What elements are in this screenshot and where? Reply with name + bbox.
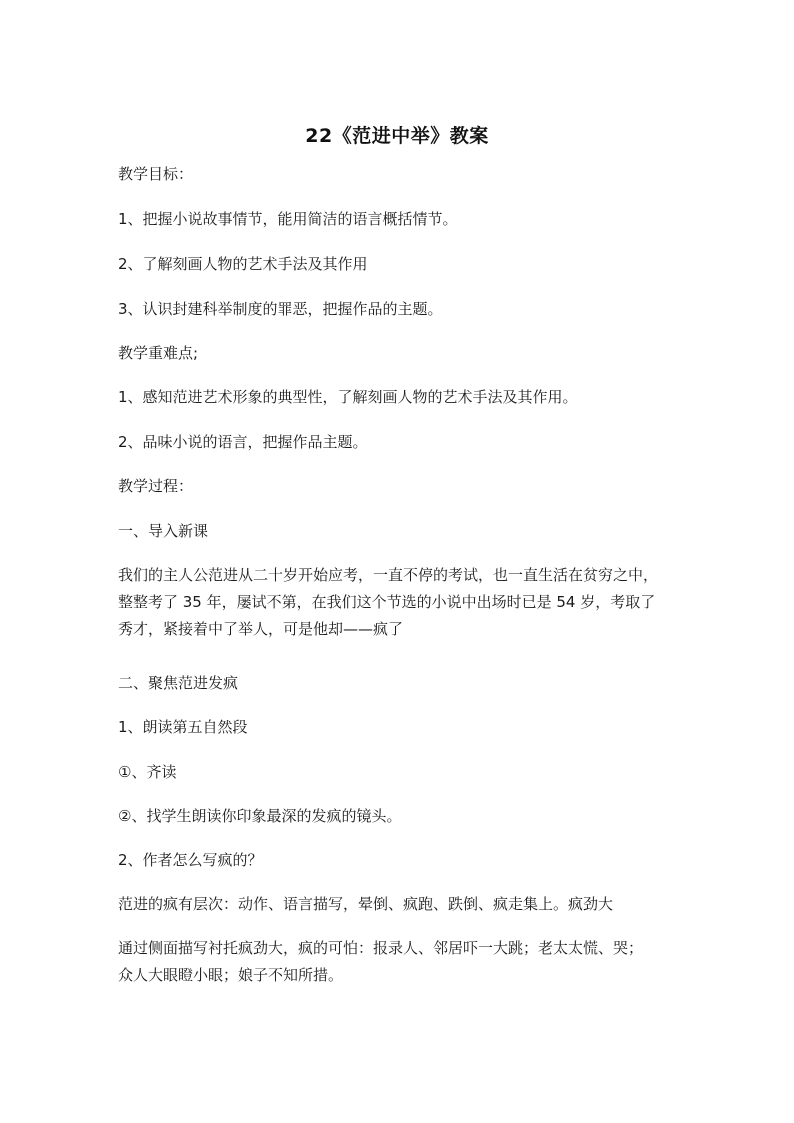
intro-line-2: 整整考了 35 年，屡试不第，在我们这个节选的小说中出场时已是 54 岁，考取了 (118, 593, 656, 611)
document-title: 22《范进中举》教案 (305, 125, 489, 147)
goals-heading: 教学目标： (118, 165, 194, 183)
section-2-heading: 二、聚焦范进发疯 (118, 674, 239, 692)
key-point-1: 1、感知范进艺术形象的典型性，了解刻画人物的艺术手法及其作用。 (118, 388, 578, 406)
step-2: 2、作者怎么写疯的？ (118, 851, 263, 869)
analysis-2 (118, 935, 678, 989)
intro-line-1: 我们的主人公范进从二十岁开始应考，一直不停的考试，也一直生活在贫穷之中， (118, 566, 659, 584)
goal-item-2: 2、了解刻画人物的艺术手法及其作用 (118, 255, 368, 273)
analysis-2-line-1: 通过侧面描写衬托疯劲大，疯的可怕：报录人、邻居吓一大跳；老太太慌、哭； (118, 939, 644, 957)
key-point-2: 2、品味小说的语言，把握作品主题。 (118, 433, 368, 451)
step-1-b: ②、找学生朗读你印象最深的发疯的镜头。 (118, 807, 402, 825)
intro-paragraph (118, 562, 678, 643)
goal-item-1: 1、把握小说故事情节，能用简洁的语言概括情节。 (118, 210, 458, 228)
goal-item-3: 3、认识封建科举制度的罪恶，把握作品的主题。 (118, 300, 443, 318)
analysis-1: 范进的疯有层次：动作、语言描写，晕倒、疯跑、跌倒、疯走集上。疯劲大 (118, 895, 614, 913)
analysis-2-line-2: 众人大眼瞪小眼；娘子不知所措。 (118, 966, 344, 984)
intro-line-3: 秀才，紧接着中了举人，可是他却——疯了 (118, 620, 404, 638)
key-points-heading: 教学重难点; (118, 344, 199, 362)
process-heading: 教学过程： (118, 477, 194, 495)
step-1: 1、朗读第五自然段 (118, 718, 248, 736)
section-1-heading: 一、导入新课 (118, 522, 209, 540)
step-1-a: ①、齐读 (118, 763, 177, 781)
